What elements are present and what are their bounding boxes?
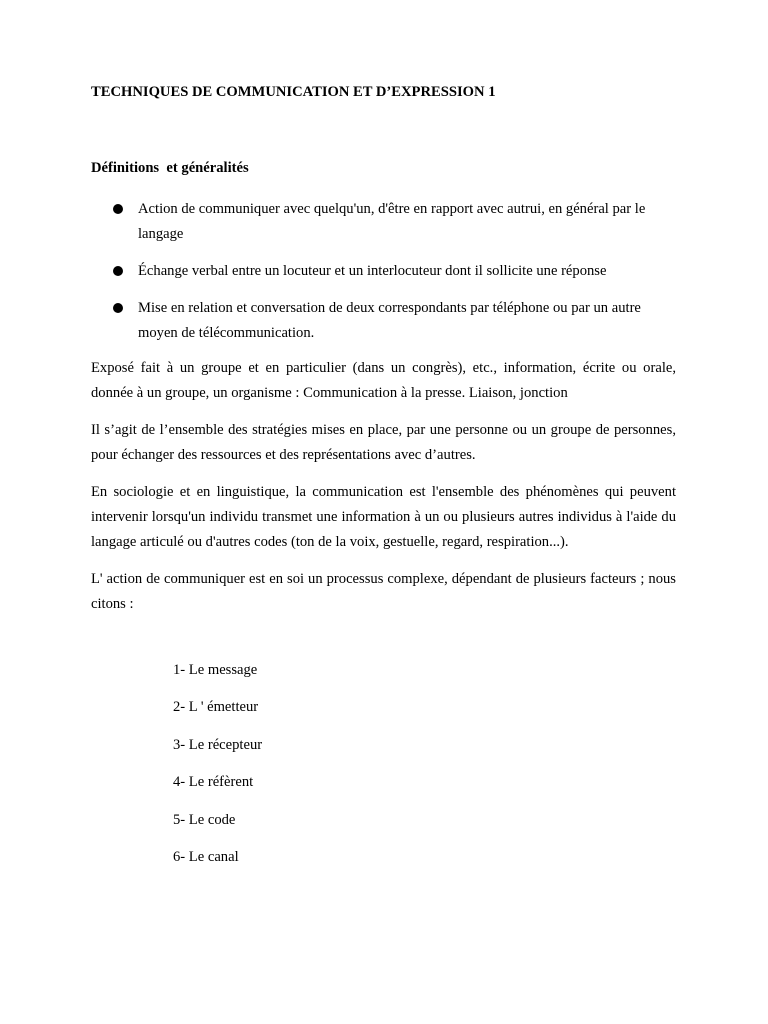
paragraph: Il s’agit de l’ensemble des stratégies mises en place, par une personne ou un groupe de personnes, pour échanger des ressources et des représentations avec d’autres. xyxy=(91,422,676,463)
paragraph: En sociologie et en linguistique, la communication est l'ensemble des phénomènes qui peuvent intervenir lorsqu'un individu transmet une information à un ou plusieurs autres individus à l'aide du langage articulé ou d'autres codes (ton de la voix, gestuelle, regard, respiration...). xyxy=(91,484,676,550)
bullet-item xyxy=(91,259,676,284)
bullet-text: Mise en relation et conversation de deux correspondants par téléphone ou par un autre moyen de télécommunication. xyxy=(138,300,641,341)
factors-list xyxy=(173,658,262,882)
bullet-dot-icon xyxy=(113,204,123,214)
paragraph: Exposé fait à un groupe et en particulier (dans un congrès), etc., information, écrite ou orale, donnée à un groupe, un organisme : Communication à la presse. Liaison, jonction xyxy=(91,360,676,401)
factor-item: 6- Le canal xyxy=(173,848,239,865)
factor-item: 2- L ' émetteur xyxy=(173,699,259,716)
bullet-item xyxy=(91,197,676,247)
paragraph: L' action de communiquer est en soi un processus complexe, dépendant de plusieurs facteurs ; nous citons : xyxy=(91,571,676,612)
factor-item: 3- Le récepteur xyxy=(173,736,263,753)
document-title: TECHNIQUES DE COMMUNICATION ET D’EXPRESSION 1 xyxy=(91,84,496,100)
factor-item: 5- Le code xyxy=(173,811,236,828)
section-heading: Définitions et généralités xyxy=(91,160,249,176)
bullet-dot-icon xyxy=(113,266,123,276)
body-paragraphs xyxy=(91,356,676,629)
factor-item: 4- Le réfèrent xyxy=(173,774,254,791)
bullet-text: Échange verbal entre un locuteur et un interlocuteur dont il sollicite une réponse xyxy=(138,263,607,279)
factor-item: 1- Le message xyxy=(173,662,258,678)
definitions-bullet-list xyxy=(91,197,676,358)
bullet-item xyxy=(91,296,676,346)
bullet-dot-icon xyxy=(113,303,123,313)
bullet-text: Action de communiquer avec quelqu'un, d'être en rapport avec autrui, en général par le langage xyxy=(138,201,646,242)
